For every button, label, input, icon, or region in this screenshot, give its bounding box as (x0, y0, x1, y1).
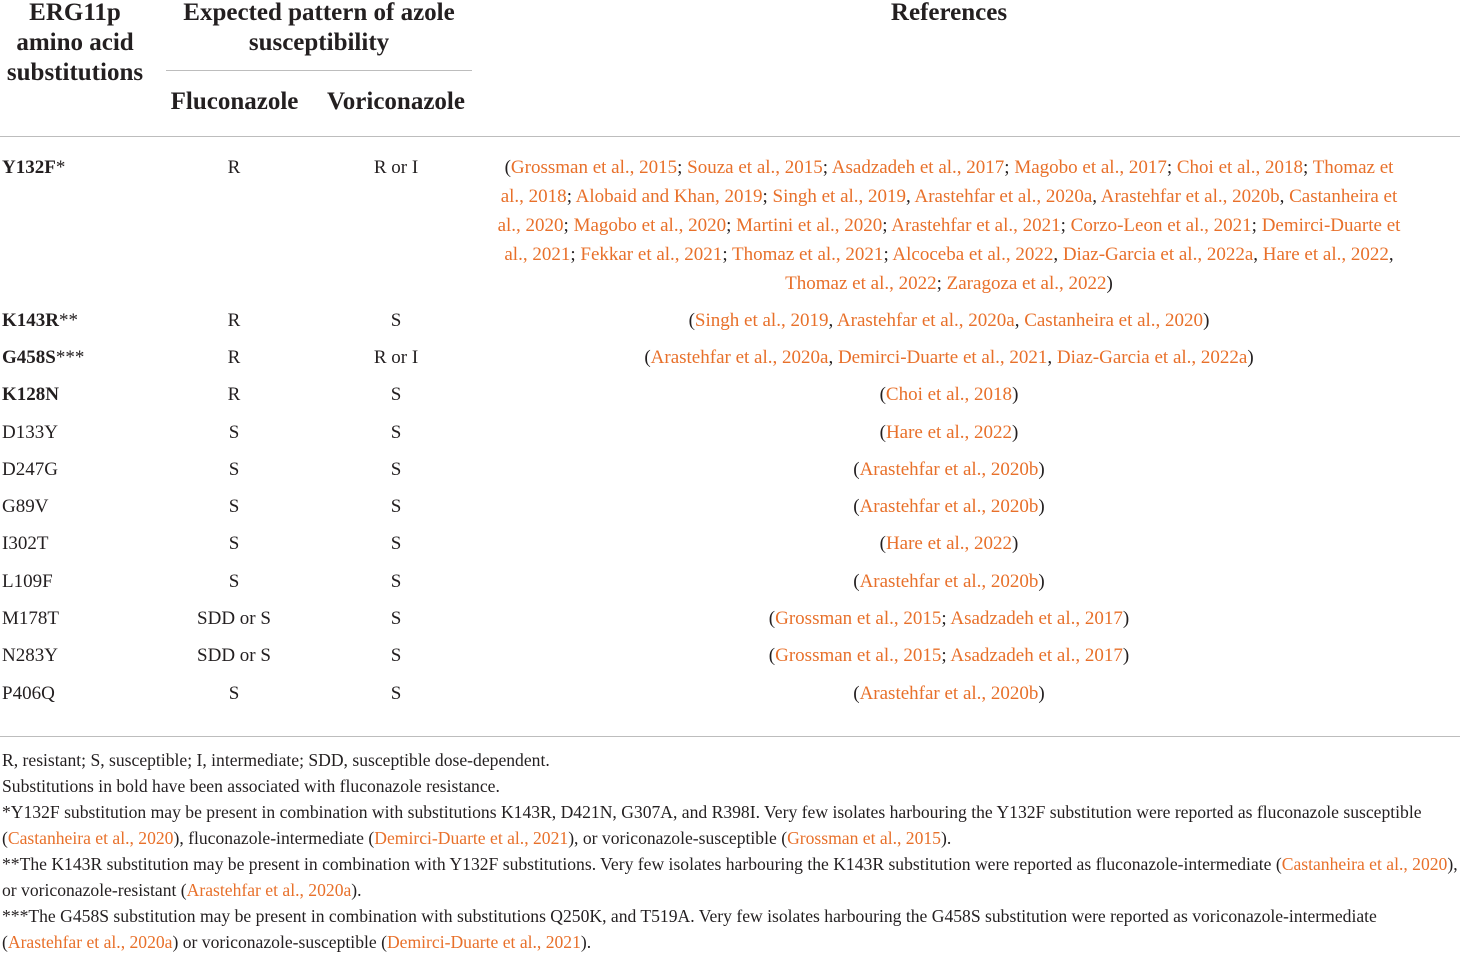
cell-substitution (2, 679, 55, 708)
cell-voriconazole: S (390, 459, 402, 480)
cell-substitution (2, 455, 58, 484)
cell-substitution (2, 306, 78, 335)
cell-references: (Arastehfar et al., 2020b) (853, 571, 1045, 592)
header-azole-group-line2: susceptibility (248, 29, 390, 56)
reference-link[interactable]: Arastehfar et al., 2021 (891, 215, 1061, 236)
cell-fluconazole: SDD or S (197, 645, 271, 666)
footnote-g458s-text-a: ***The G458S substitution may be present in combination with substitutions Q250K, and T519A. Very few isolates harbouring the G458S substitution were reported as voriconazole-intermediate ( (2, 906, 1377, 952)
reference-link[interactable]: Magobo et al., 2017 (1014, 157, 1167, 178)
reference-separator: ; (722, 244, 732, 265)
reference-link[interactable]: Choi et al., 2018 (885, 384, 1013, 405)
reference-separator: ; (941, 645, 951, 666)
reference-link[interactable]: Arastehfar et al., 2020b (1100, 186, 1280, 207)
cell-references: (Arastehfar et al., 2020b) (853, 459, 1045, 480)
reference-separator: ; (882, 215, 892, 236)
footnote-marker: * (55, 157, 66, 178)
reference-separator: ; (762, 186, 773, 207)
cell-references: (Grossman et al., 2015; Souza et al., 2015; Asadzadeh et al., 2017; Magobo et al., 2017; Choi et al., 2018; Thomaz et al., 2018; Alobaid and Khan, 2019; Singh et al., 2019, Arastehfar et al., 2020a, Arastehfar et al., 2020b, Castanheira et al., 2020; Magobo et al., 2020; Martini et al., 2020; Arastehfar et al., 2021; Corzo-Leon et al., 2021; Demirci-Duarte et al., 2021; Fekkar et al., 2021; Thomaz et al., 2021; Alcoceba et al., 2022, Diaz-Garcia et al., 2022a, Hare et al., 2022, Thomaz et al., 2022; Zaragoza et al., 2022) (497, 157, 1401, 294)
reference-separator: , (906, 186, 915, 207)
substitution-code: D247G (2, 459, 58, 480)
reference-link[interactable]: Demirci-Duarte et al., 2021 (504, 215, 1401, 265)
reference-link[interactable]: Thomaz et al., 2021 (732, 244, 884, 265)
reference-link[interactable]: Castanheira et al., 2020 (1024, 310, 1204, 331)
cell-voriconazole: S (390, 608, 402, 629)
footnote-ref-link[interactable]: Demirci-Duarte et al., 2021 (386, 932, 581, 952)
reference-link[interactable]: Singh et al., 2019 (772, 186, 907, 207)
reference-link[interactable]: Singh et al., 2019 (694, 310, 829, 331)
cell-voriconazole: S (390, 310, 402, 331)
cell-fluconazole: R (227, 384, 241, 405)
cell-references: (Arastehfar et al., 2020b) (853, 683, 1045, 704)
header-azole-group-line1: Expected pattern of azole (183, 0, 455, 26)
substitution-code: K143R (2, 310, 59, 331)
substitution-code: L109F (2, 571, 53, 592)
header-voriconazole: Voriconazole (327, 88, 465, 115)
cell-references: (Grossman et al., 2015; Asadzadeh et al., 2017) (768, 645, 1130, 666)
reference-separator: , (1014, 310, 1025, 331)
reference-separator: ; (1166, 157, 1177, 178)
reference-separator: , (828, 310, 837, 331)
substitution-code: K128N (2, 384, 59, 405)
reference-separator: , (1253, 244, 1263, 265)
header-substitutions-line2: amino acid (16, 29, 134, 56)
footnote-bold-note: Substitutions in bold have been associated with fluconazole resistance. (2, 776, 500, 796)
reference-link[interactable]: Grossman et al., 2015 (775, 645, 942, 666)
reference-separator: , (828, 347, 838, 368)
reference-link[interactable]: Arastehfar et al., 2020b (859, 496, 1039, 517)
footnote-k143r-text-b: ), or voriconazole-resistant ( (2, 854, 1458, 900)
reference-link[interactable]: Arastehfar et al., 2020a (836, 310, 1015, 331)
cell-voriconazole: R or I (373, 157, 419, 178)
reference-separator: ; (563, 215, 574, 236)
footnote-ref-link[interactable]: Arastehfar et al., 2020a (7, 932, 173, 952)
cell-fluconazole: SDD or S (197, 608, 271, 629)
footnote-g458s-text-c: ). (580, 932, 592, 952)
reference-link[interactable]: Alcoceba et al., 2022 (892, 244, 1054, 265)
header-azole-group (166, 0, 472, 58)
cell-references: (Hare et al., 2022) (879, 533, 1019, 554)
header-bottom-rule (0, 136, 1460, 137)
reference-link[interactable]: Alobaid and Khan, 2019 (575, 186, 763, 207)
reference-link[interactable]: Hare et al., 2022 (885, 533, 1013, 554)
footnote-marker: *** (55, 347, 85, 368)
cell-substitution (2, 418, 58, 447)
cell-voriconazole: R or I (373, 347, 419, 368)
header-references: References (890, 0, 1008, 26)
reference-link[interactable]: Fekkar et al., 2021 (580, 244, 723, 265)
reference-link[interactable]: Diaz-Garcia et al., 2022a (1062, 244, 1254, 265)
reference-link[interactable]: Grossman et al., 2015 (775, 608, 942, 629)
footnote-y132f (2, 799, 1458, 851)
substitution-code: N283Y (2, 645, 58, 666)
footnote-ref-link[interactable]: Grossman et al., 2015 (787, 828, 941, 848)
substitution-code: M178T (2, 608, 59, 629)
reference-link[interactable]: Asadzadeh et al., 2017 (950, 608, 1123, 629)
cell-voriconazole: S (390, 683, 402, 704)
reference-link[interactable]: Arastehfar et al., 2020b (859, 683, 1039, 704)
reference-link[interactable]: Arastehfar et al., 2020a (914, 186, 1093, 207)
reference-separator: ; (726, 215, 737, 236)
footnote-ref-link[interactable]: Arastehfar et al., 2020a (186, 880, 352, 900)
substitution-code: Y132F (2, 157, 56, 178)
reference-separator: , (1092, 186, 1101, 207)
reference-link[interactable]: Zaragoza et al., 2022 (946, 273, 1107, 294)
footnotes (2, 747, 1458, 955)
cell-references: (Singh et al., 2019, Arastehfar et al., 2020a, Castanheira et al., 2020) (688, 310, 1210, 331)
reference-link[interactable]: Choi et al., 2018 (1176, 157, 1304, 178)
reference-separator: ; (1251, 215, 1262, 236)
footnote-ref-link[interactable]: Castanheira et al., 2020 (1281, 854, 1448, 874)
footnote-y132f-text-a: *Y132F substitution may be present in combination with substitutions K143R, D421N, G307A, and R398I. Very few isolates harbouring the Y132F substitution were reported as fluconazole susceptible ( (2, 802, 1422, 848)
cell-fluconazole: R (227, 310, 241, 331)
cell-voriconazole: S (390, 384, 402, 405)
footnote-k143r (2, 851, 1458, 903)
reference-separator: ; (941, 608, 951, 629)
cell-substitution (2, 343, 84, 372)
cell-substitution (2, 567, 53, 596)
cell-voriconazole: S (390, 496, 402, 517)
cell-voriconazole: S (390, 645, 402, 666)
cell-fluconazole: S (228, 683, 240, 704)
reference-separator: ; (1303, 157, 1313, 178)
cell-voriconazole: S (390, 533, 402, 554)
reference-link[interactable]: Demirci-Duarte et al., 2021 (837, 347, 1048, 368)
reference-separator: , (1047, 347, 1057, 368)
reference-link[interactable]: Diaz-Garcia et al., 2022a (1056, 347, 1248, 368)
substitution-code: D133Y (2, 422, 58, 443)
header-fluconazole: Fluconazole (170, 88, 299, 115)
cell-references: (Grossman et al., 2015; Asadzadeh et al., 2017) (768, 608, 1130, 629)
reference-link[interactable]: Souza et al., 2015 (687, 157, 823, 178)
cell-fluconazole: R (227, 157, 241, 178)
cell-substitution (2, 492, 48, 521)
reference-link[interactable]: Magobo et al., 2020 (573, 215, 727, 236)
cell-fluconazole: S (228, 533, 240, 554)
footnote-ref-link[interactable]: Castanheira et al., 2020 (7, 828, 174, 848)
cell-fluconazole: S (228, 496, 240, 517)
reference-link[interactable]: Castanheira et al., 2020 (497, 186, 1398, 236)
reference-separator: ; (1004, 157, 1015, 178)
cell-fluconazole: S (228, 422, 240, 443)
cell-substitution (2, 380, 59, 409)
reference-link[interactable]: Thomaz et al., 2018 (500, 157, 1394, 207)
reference-separator: ; (822, 157, 832, 178)
reference-separator: ; (1060, 215, 1071, 236)
substitution-code: G89V (2, 496, 49, 517)
footnote-y132f-text-b: ), fluconazole-intermediate ( (173, 828, 375, 848)
reference-separator: ; (570, 244, 581, 265)
reference-link[interactable]: Hare et al., 2022 (1262, 244, 1389, 265)
table-bottom-rule (0, 736, 1460, 737)
reference-link[interactable]: Grossman et al., 2015 (510, 157, 678, 178)
header-substitutions-line3: substitutions (6, 59, 144, 86)
footnote-g458s-text-b: ) or voriconazole-susceptible ( (172, 932, 387, 952)
reference-separator: , (1279, 186, 1290, 207)
header-substitutions (0, 0, 150, 88)
reference-link[interactable]: Martini et al., 2020 (736, 215, 883, 236)
reference-separator: ; (936, 273, 947, 294)
substitution-code: I302T (2, 533, 49, 554)
footnote-k143r-text-a: **The K143R substitution may be present in combination with Y132F substitutions. Very few isolates harbouring the K143R substitution were reported as fluconazole-intermediate ( (2, 854, 1282, 874)
footnote-g458s (2, 903, 1458, 955)
reference-link[interactable]: Hare et al., 2022 (885, 422, 1013, 443)
cell-references: (Hare et al., 2022) (879, 422, 1019, 443)
cell-fluconazole: S (228, 459, 240, 480)
reference-separator: , (1053, 244, 1063, 265)
reference-link[interactable]: Asadzadeh et al., 2017 (950, 645, 1123, 666)
reference-link[interactable]: Thomaz et al., 2022 (785, 273, 937, 294)
header-group-underline (166, 70, 472, 71)
cell-references: (Arastehfar et al., 2020b) (853, 496, 1045, 517)
cell-references: (Choi et al., 2018) (879, 384, 1019, 405)
reference-separator: , (1388, 244, 1394, 265)
footnote-marker: ** (59, 310, 78, 331)
cell-substitution (2, 529, 48, 558)
reference-link[interactable]: Arastehfar et al., 2020a (650, 347, 829, 368)
reference-link[interactable]: Arastehfar et al., 2020b (859, 459, 1039, 480)
reference-link[interactable]: Arastehfar et al., 2020b (859, 571, 1039, 592)
footnote-y132f-text-c: ), or voriconazole-susceptible ( (568, 828, 788, 848)
cell-substitution (2, 604, 59, 633)
cell-references: (Arastehfar et al., 2020a, Demirci-Duarte et al., 2021, Diaz-Garcia et al., 2022a) (644, 347, 1254, 368)
footnote-abbreviations: R, resistant; S, susceptible; I, intermediate; SDD, susceptible dose-dependent. (2, 750, 550, 770)
cell-voriconazole: S (390, 422, 402, 443)
cell-voriconazole: S (390, 571, 402, 592)
cell-substitution (2, 641, 58, 670)
reference-link[interactable]: Asadzadeh et al., 2017 (831, 157, 1005, 178)
substitution-code: G458S (2, 347, 56, 368)
footnote-y132f-text-d: ). (940, 828, 952, 848)
footnote-k143r-text-c: ). (351, 880, 362, 900)
footnote-ref-link[interactable]: Demirci-Duarte et al., 2021 (374, 828, 569, 848)
cell-fluconazole: R (227, 347, 241, 368)
reference-separator: ; (566, 186, 576, 207)
cell-substitution (2, 153, 65, 182)
header-substitutions-line1: ERG11p (29, 0, 121, 26)
cell-fluconazole: S (228, 571, 240, 592)
reference-separator: ; (677, 157, 688, 178)
substitution-code: P406Q (2, 683, 55, 704)
reference-separator: ; (883, 244, 893, 265)
reference-link[interactable]: Corzo-Leon et al., 2021 (1070, 215, 1252, 236)
